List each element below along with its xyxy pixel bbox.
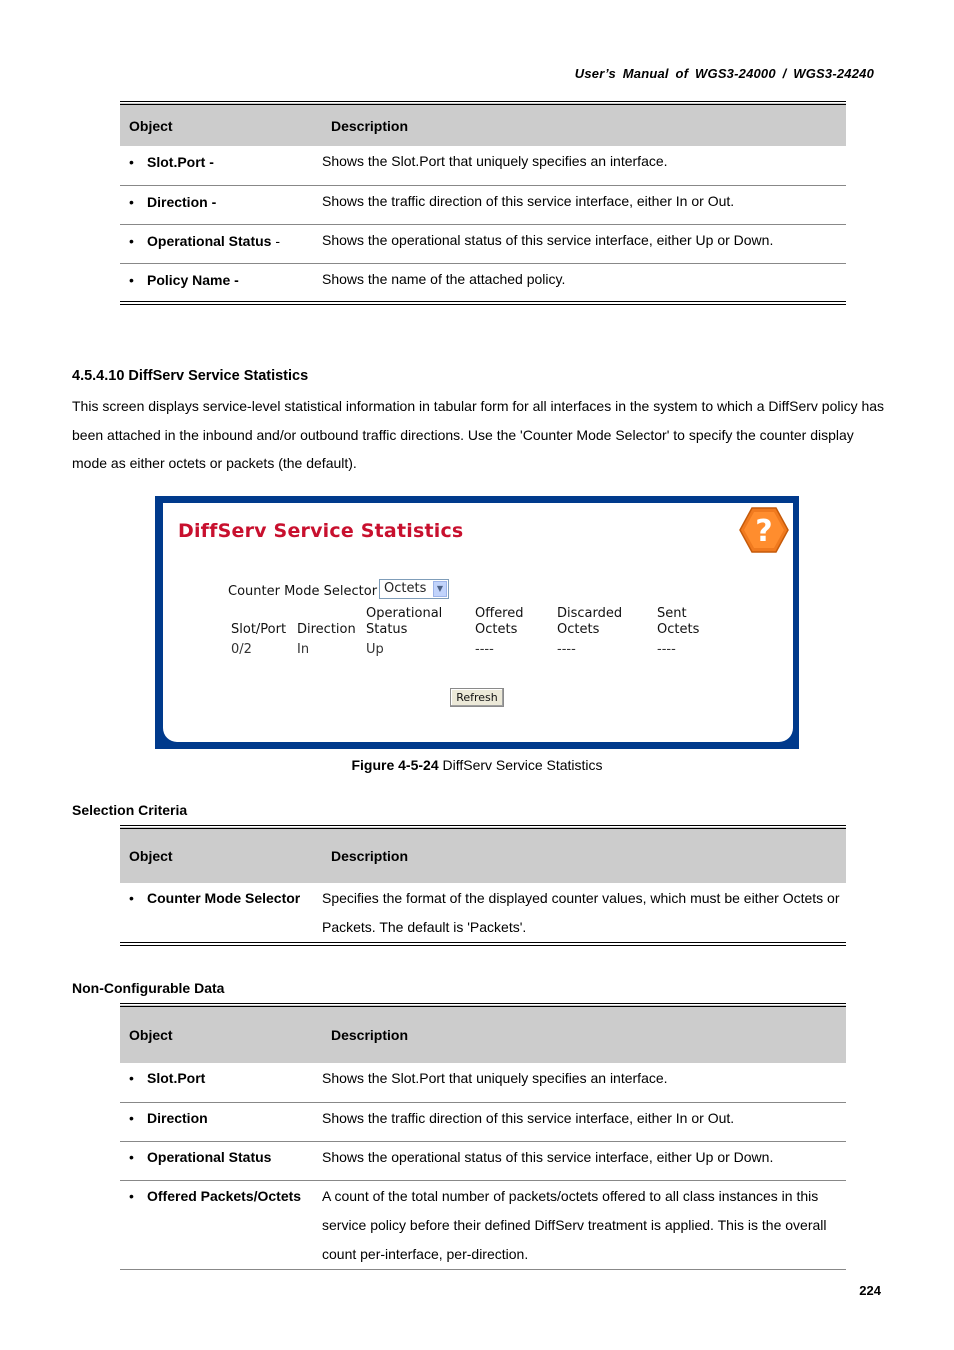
row-object: Counter Mode Selector [147, 890, 301, 906]
row-description: Shows the traffic direction of this service interface, either In or Out. [322, 185, 846, 224]
bullet-icon: • [129, 890, 134, 906]
bullet-icon: • [129, 271, 134, 288]
row-description: Shows the Slot.Port that uniquely specifies an interface. [322, 1063, 846, 1102]
cell-slot-port: 0/2 [231, 642, 252, 657]
table-row [120, 1180, 846, 1269]
table-row [120, 1063, 846, 1102]
column-header-object: Object [120, 1005, 322, 1063]
non-configurable-table [120, 1003, 846, 1270]
chevron-down-icon[interactable]: ▼ [433, 581, 447, 597]
column-operational-status: Operational Status [366, 606, 443, 637]
table-row: • Slot.Port - Shows the Slot.Port that uniquely specifies an interface. [120, 146, 846, 185]
cell-offered: ---- [475, 642, 494, 657]
row-object: Policy Name [147, 271, 231, 288]
counter-mode-label: Counter Mode Selector [228, 584, 378, 599]
cell-sent: ---- [657, 642, 676, 657]
figure-caption: Figure 4-5-24 DiffServ Service Statistics [351, 757, 603, 773]
row-object: Direction [147, 193, 208, 210]
column-header-description: Description [322, 827, 846, 883]
svg-text:?: ? [755, 514, 773, 549]
column-header-object: Object [120, 103, 322, 146]
table-row: • Operational Status - Shows the operational status of this service interface, either Up or Down. [120, 224, 846, 263]
row-object: Slot.Port [147, 154, 206, 170]
column-header-description: Description [322, 103, 846, 146]
section-title: 4.5.4.10 DiffServ Service Statistics [72, 368, 309, 384]
row-description: Specifies the format of the displayed counter values, which must be either Octets or Packets. The default is 'Packets'. [322, 883, 846, 944]
row-description: Shows the operational status of this service interface, either Up or Down. [322, 1141, 846, 1180]
cell-status: Up [366, 642, 384, 657]
table-row [120, 883, 846, 944]
column-offered-octets: Offered Octets [475, 606, 524, 637]
row-description: Shows the name of the attached policy. [322, 263, 846, 303]
non-configurable-heading: Non-Configurable Data [72, 980, 225, 996]
bullet-icon: • [129, 1070, 134, 1086]
row-object: Operational Status [147, 232, 272, 249]
service-fields-table [120, 101, 846, 305]
screenshot-content [163, 503, 793, 742]
row-object: Direction [147, 1109, 208, 1126]
bullet-icon: • [129, 232, 134, 249]
table-row: • Policy Name - Shows the name of the attached policy. [120, 263, 846, 303]
diffserv-statistics-screenshot [155, 496, 799, 749]
bullet-icon: • [129, 1148, 134, 1165]
row-description: A count of the total number of packets/octets offered to all class instances in this service policy before their defined DiffServ treatment is applied. This is the overall count per-interface, per-direction. [322, 1180, 846, 1269]
bullet-icon: • [129, 154, 134, 170]
row-object: Operational Status [147, 1148, 272, 1165]
column-slot-port: Slot/Port [231, 622, 287, 637]
row-description: Shows the traffic direction of this service interface, either In or Out. [322, 1102, 846, 1141]
column-header-description: Description [322, 1005, 846, 1063]
cell-direction: In [297, 642, 310, 657]
question-mark-icon[interactable] [739, 507, 789, 553]
page-header: User’s Manual of WGS3-24000 / WGS3-24240 [574, 66, 874, 81]
table-row: • Direction - Shows the traffic direction of this service interface, either In or Out. [120, 185, 846, 224]
bullet-icon: • [129, 193, 134, 210]
screenshot-title: DiffServ Service Statistics [178, 520, 464, 542]
column-discarded-octets: Discarded Octets [557, 606, 623, 637]
intro-paragraph: This screen displays service-level statistical information in tabular form for all interfaces in the system to which a DiffServ policy has been attached in the inbound and/or outbound traffic directions. Use the 'Counter Mode Selector' to specify the counter display mode as either octets or packets (the default). [72, 398, 885, 471]
column-header-object: Object [120, 827, 322, 883]
row-description: Shows the operational status of this service interface, either Up or Down. [322, 224, 846, 263]
selection-criteria-heading: Selection Criteria [72, 802, 188, 818]
column-direction: Direction [297, 622, 356, 637]
table-row [120, 1141, 846, 1180]
row-object: Slot.Port [147, 1070, 206, 1086]
counter-mode-value: Octets [384, 581, 427, 596]
row-description: Shows the Slot.Port that uniquely specifies an interface. [322, 146, 846, 185]
refresh-button[interactable]: Refresh [450, 688, 504, 707]
column-sent-octets: Sent Octets [657, 606, 700, 637]
table-row [120, 1102, 846, 1141]
cell-discarded: ---- [557, 642, 576, 657]
bullet-icon: • [129, 1109, 134, 1126]
selection-criteria-table [120, 825, 846, 946]
bullet-icon: • [129, 1187, 134, 1204]
counter-mode-select[interactable] [379, 579, 449, 599]
row-object: Offered Packets/Octets [147, 1187, 302, 1204]
page-number: 224 [859, 1283, 881, 1298]
